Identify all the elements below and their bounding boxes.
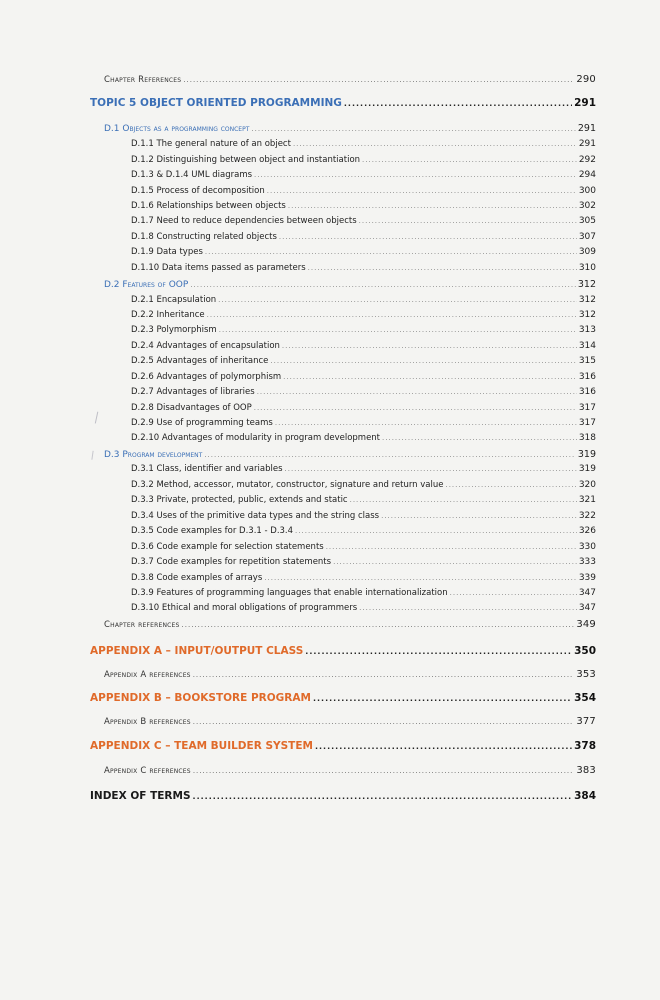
toc-entry-page: 350 [574, 645, 596, 657]
toc-entry-title: D.1 Objects as a programming concept [104, 124, 250, 134]
toc-entry-page: 321 [578, 495, 596, 505]
toc-entry-title: D.1.2 Distinguishing between object and instantiation [131, 155, 361, 165]
toc-entry-page: 347 [578, 588, 596, 598]
dot-leader [267, 187, 577, 195]
toc-entry-item [131, 526, 596, 536]
toc-entry-item [131, 139, 596, 149]
toc-entry-title: D.2.5 Advantages of inheritance [131, 356, 269, 366]
toc-entry-title: D.3.8 Code examples of arrays [131, 573, 263, 583]
toc-entry-item [131, 495, 596, 505]
toc-entry-page: 320 [578, 480, 596, 490]
dot-leader [308, 264, 577, 272]
toc-entry-title: APPENDIX B – BOOKSTORE PROGRAM [90, 692, 311, 704]
toc-entry-title: D.1.10 Data items passed as parameters [131, 263, 306, 273]
dot-leader [282, 342, 577, 350]
dot-leader [219, 326, 577, 334]
dot-leader [295, 527, 577, 535]
toc-entry-item [131, 186, 596, 196]
toc-entry-section [104, 279, 596, 290]
toc-entry-page: 349 [576, 619, 596, 630]
toc-entry-page: 319 [578, 464, 596, 474]
dot-leader [251, 125, 575, 133]
toc-entry-item [131, 341, 596, 351]
toc-entry-page: 315 [578, 356, 596, 366]
toc-entry-page: 307 [578, 232, 596, 242]
toc-entry-page: 333 [578, 557, 596, 567]
toc-entry-title: D.1.6 Relationships between objects [131, 201, 286, 211]
toc-entry-page: 383 [576, 765, 596, 776]
toc-entry-page: 291 [577, 123, 596, 134]
toc-entry-title: APPENDIX C – TEAM BUILDER SYSTEM [90, 740, 313, 752]
toc-entry-title: D.3.1 Class, identifier and variables [131, 464, 283, 474]
toc-entry-item [131, 480, 596, 490]
toc-entry-page: 312 [578, 310, 596, 320]
toc-entry-title: APPENDIX A – INPUT/OUTPUT CLASS [90, 645, 304, 657]
toc-entry-page: 317 [578, 418, 596, 428]
dot-leader [193, 718, 575, 726]
dot-leader [207, 311, 577, 319]
dot-leader [382, 434, 577, 442]
toc-entry-chapter [104, 716, 596, 727]
dot-leader [264, 574, 577, 582]
toc-entry-title: D.3.4 Uses of the primitive data types and the string class [131, 511, 380, 521]
toc-entry-page: 290 [576, 74, 596, 85]
dot-leader [270, 357, 576, 365]
dot-leader [344, 99, 572, 108]
toc-entry-item [131, 201, 596, 211]
dot-leader [293, 140, 577, 148]
toc-entry-page: 353 [576, 669, 596, 680]
toc-entry-title: D.1.8 Constructing related objects [131, 232, 277, 242]
toc-entry-title: D.3.7 Code examples for repetition statements [131, 557, 332, 567]
toc-entry-title: D.2.4 Advantages of encapsulation [131, 341, 280, 351]
toc-entry-title: D.3.10 Ethical and moral obligations of programmers [131, 603, 358, 613]
toc-entry-page: 330 [578, 542, 596, 552]
toc-entry-page: 310 [578, 263, 596, 273]
dot-leader [288, 202, 577, 210]
dot-leader [350, 496, 577, 504]
toc-entry-title: D.2.2 Inheritance [131, 310, 205, 320]
dot-leader [279, 233, 577, 241]
toc-entry-page: 377 [576, 716, 596, 727]
dot-leader [254, 404, 577, 412]
dot-leader [257, 388, 577, 396]
toc-entry-page: 309 [578, 247, 596, 257]
toc-entry-item [131, 155, 596, 165]
toc-entry-page: 294 [578, 170, 596, 180]
toc-entry-item [131, 263, 596, 273]
toc-entry-item [131, 542, 596, 552]
toc-entry-page: 292 [578, 155, 596, 165]
dot-leader [205, 248, 577, 256]
toc-entry-title: D.2.3 Polymorphism [131, 325, 217, 335]
toc-entry-page: 326 [578, 526, 596, 536]
toc-entry-page: 312 [577, 279, 596, 290]
toc-entry-item [131, 573, 596, 583]
toc-entry-section [104, 123, 596, 134]
dot-leader [182, 621, 575, 629]
toc-entry-page: 314 [578, 341, 596, 351]
toc-entry-title: Chapter references [104, 620, 180, 630]
dot-leader [381, 512, 577, 520]
toc-entry-chapter [104, 74, 596, 85]
toc-entry-title: D.1.9 Data types [131, 247, 203, 257]
toc-entry-title: D.3.5 Code examples for D.3.1 - D.3.4 [131, 526, 294, 536]
toc-entry-item [131, 464, 596, 474]
toc-entry-item [131, 325, 596, 335]
toc-entry-item [131, 295, 596, 305]
toc-entry-item [131, 588, 596, 598]
toc-entry-title: D.1.1 The general nature of an object [131, 139, 291, 149]
toc-entry-page: 316 [578, 387, 596, 397]
dot-leader [218, 296, 577, 304]
toc-entry-item [131, 170, 596, 180]
toc-entry-page: 316 [578, 372, 596, 382]
toc-entry-page: 378 [574, 740, 596, 752]
dot-leader [315, 742, 572, 751]
toc-entry-item [131, 232, 596, 242]
toc-entry-page: 347 [578, 603, 596, 613]
dot-leader [285, 465, 577, 473]
toc-entry-title: D.2.7 Advantages of libraries [131, 387, 255, 397]
toc-entry-page: 291 [578, 139, 596, 149]
dot-leader [313, 694, 572, 703]
pen-mark [95, 412, 102, 425]
toc-entry-page: 312 [578, 295, 596, 305]
dot-leader [326, 543, 577, 551]
toc-entry-page: 354 [574, 692, 596, 704]
toc-entry-page: 300 [578, 186, 596, 196]
dot-leader [450, 589, 577, 597]
toc-entry-item [131, 418, 596, 428]
dot-leader [283, 373, 577, 381]
toc-entry-page: 322 [578, 511, 596, 521]
dot-leader [305, 647, 572, 656]
toc-entry-page: 291 [574, 97, 596, 109]
toc-entry-title: D.2.1 Encapsulation [131, 295, 217, 305]
toc-entry-title: D.2.8 Disadvantages of OOP [131, 403, 252, 413]
toc-entry-chapter [104, 765, 596, 776]
toc-entry-item [131, 433, 596, 443]
toc-entry-title: Appendix B references [104, 717, 191, 727]
toc-entry-page: 317 [578, 403, 596, 413]
toc-entry-page: 305 [578, 216, 596, 226]
dot-leader [359, 217, 577, 225]
dot-leader [204, 451, 576, 459]
toc-entry-item [131, 387, 596, 397]
toc-entry-page: 384 [574, 790, 596, 802]
toc-entry-item [131, 372, 596, 382]
dot-leader [359, 604, 577, 612]
toc-entry-topic [90, 692, 596, 704]
toc-entry-title: Chapter References [104, 75, 182, 85]
toc-entry-title: TOPIC 5 OBJECT ORIENTED PROGRAMMING [90, 97, 342, 109]
toc-entry-item [131, 511, 596, 521]
toc-entry-title: D.2 Features of OOP [104, 280, 189, 290]
dot-leader [190, 281, 576, 289]
toc-entry-title: D.1.5 Process of decomposition [131, 186, 265, 196]
toc-entry-title: D.3.9 Features of programming languages that enable internationalization [131, 588, 448, 598]
dot-leader [193, 767, 575, 775]
dot-leader [333, 558, 577, 566]
dot-leader [193, 671, 575, 679]
toc-entry-section [104, 449, 596, 460]
toc-entry-topic [90, 740, 596, 752]
toc-entry-page: 313 [578, 325, 596, 335]
dot-leader [193, 792, 573, 801]
toc-entry-title: D.3.2 Method, accessor, mutator, constructor, signature and return value [131, 480, 444, 490]
toc-entry-title: D.3 Program development [104, 450, 203, 460]
toc-entry-page: 319 [577, 449, 596, 460]
toc-entry-item [131, 403, 596, 413]
dot-leader [183, 76, 574, 84]
toc-entry-title: D.3.3 Private, protected, public, extends and static [131, 495, 348, 505]
toc-entry-item [131, 356, 596, 366]
toc-entry-chapter [104, 669, 596, 680]
pen-mark [91, 451, 97, 461]
toc-entry-page: 302 [578, 201, 596, 211]
toc-entry-item [131, 603, 596, 613]
toc-entry-topic [90, 645, 596, 657]
toc-entry-item [131, 310, 596, 320]
toc-entry-item [131, 216, 596, 226]
toc-entry-chapter [104, 619, 596, 630]
toc-entry-title: D.2.10 Advantages of modularity in program development [131, 433, 381, 443]
toc-entry-item [131, 557, 596, 567]
toc-entry-title: Appendix A references [104, 670, 191, 680]
toc-entry-title: Appendix C references [104, 766, 191, 776]
toc-entry-title: D.1.7 Need to reduce dependencies between objects [131, 216, 357, 226]
toc-entry-title: D.2.6 Advantages of polymorphism [131, 372, 282, 382]
toc-entry-title: INDEX OF TERMS [90, 790, 191, 802]
toc-entry-title: D.1.3 & D.1.4 UML diagrams [131, 170, 253, 180]
dot-leader [362, 156, 577, 164]
toc-entry-topic [90, 790, 596, 802]
dot-leader [445, 481, 576, 489]
dot-leader [254, 171, 577, 179]
toc-entry-item [131, 247, 596, 257]
dot-leader [275, 419, 577, 427]
toc-entry-title: D.2.9 Use of programming teams [131, 418, 273, 428]
toc-entry-topic [90, 97, 596, 109]
toc-entry-page: 318 [578, 433, 596, 443]
toc-entry-title: D.3.6 Code example for selection statements [131, 542, 324, 552]
toc-entry-page: 339 [578, 573, 596, 583]
